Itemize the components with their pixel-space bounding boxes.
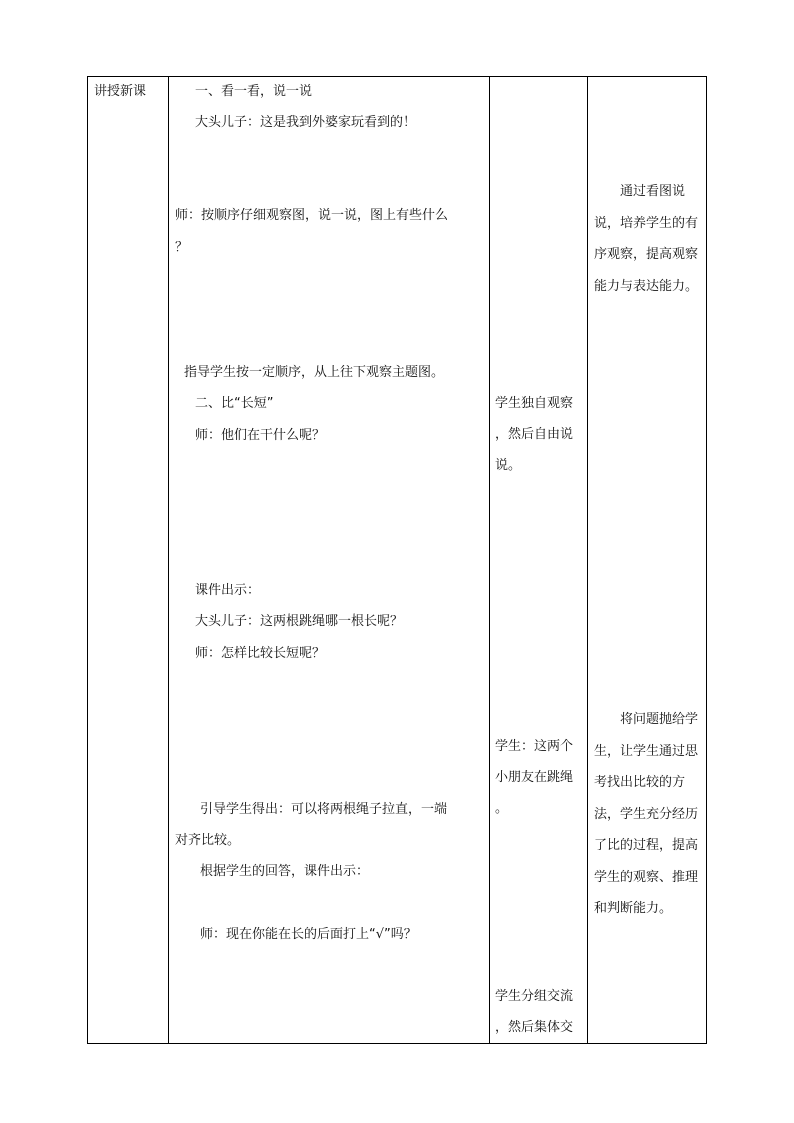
- process-line: 师：现在你能在长的后面打上“√”吗？: [200, 927, 417, 942]
- process-line: 指导学生按一定顺序，从上往下观察主题图。: [184, 365, 445, 380]
- process-line: ？: [175, 240, 189, 255]
- student-activity-line: ，然后自由说: [495, 427, 574, 442]
- design-intent-paragraph: 通过看图说说，培养学生的有序观察，提高观察能力与表达能力。: [594, 184, 699, 294]
- process-line: 对齐比较。: [175, 833, 241, 848]
- student-activity-line: 学生：这两个: [495, 739, 574, 754]
- student-activity-line: 。: [495, 801, 509, 816]
- student-activity-line: ，然后集体交: [495, 1020, 574, 1035]
- column-divider: [168, 77, 169, 1043]
- process-line: 师：他们在干什么呢？: [195, 428, 326, 443]
- process-line: 大头儿子：这是我到外婆家玩看到的！: [195, 115, 417, 130]
- heading-compare-length: 二、比“长短”: [195, 396, 274, 411]
- student-activity-line: 小朋友在跳绳: [495, 770, 574, 785]
- section-label: 讲授新课: [94, 84, 147, 99]
- process-line: 课件出示：: [195, 583, 261, 598]
- process-line: 师：怎样比较长短呢？: [195, 646, 326, 661]
- process-line: 师：按顺序仔细观察图，说一说，图上有些什么: [175, 208, 449, 223]
- heading-look-and-say: 一、看一看，说一说: [195, 84, 313, 99]
- student-activity-line: 学生分组交流: [495, 989, 574, 1004]
- column-divider: [587, 77, 588, 1043]
- process-line: 根据学生的回答，课件出示：: [200, 864, 370, 879]
- design-intent-paragraph: 将问题抛给学生，让学生通过思考找出比较的方法，学生充分经历了比的过程，提高学生的观察、推理和判断能力。: [594, 712, 699, 916]
- process-line: 引导学生得出：可以将两根绳子拉直，一端: [200, 802, 448, 817]
- column-divider: [489, 77, 490, 1043]
- student-activity-line: 学生独自观察: [495, 396, 574, 411]
- process-line: 大头儿子：这两根跳绳哪一根长呢？: [195, 614, 404, 629]
- student-activity-line: 说。: [495, 458, 522, 473]
